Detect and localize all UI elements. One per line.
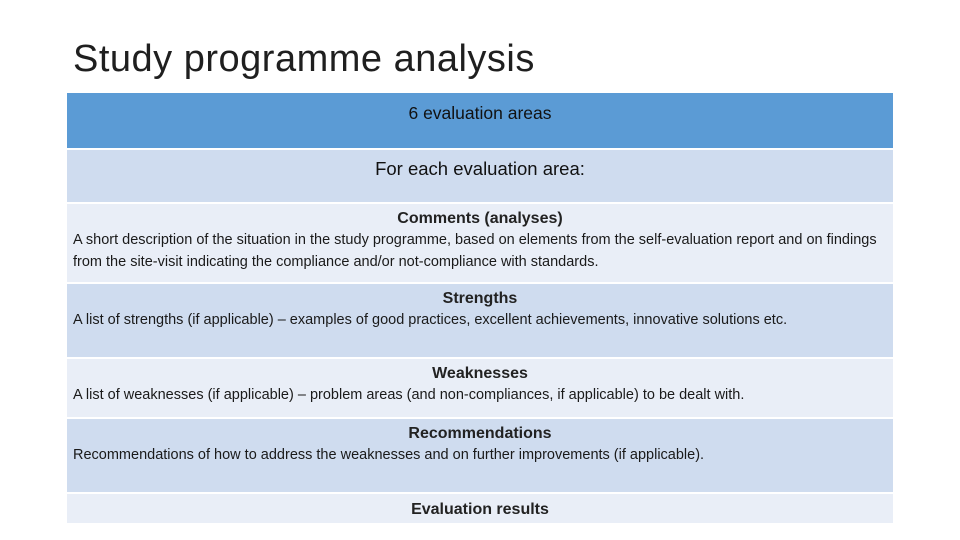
section-row-comments <box>67 204 893 284</box>
evaluation-table <box>67 93 893 525</box>
table-header-row <box>67 93 893 150</box>
slide-title: Study programme analysis <box>73 38 535 80</box>
table-subheader-text: For each evaluation area: <box>375 158 585 179</box>
section-description-strengths: A list of strengths (if applicable) – examples of good practices, excellent achievements, innovative solutions etc. <box>73 312 788 328</box>
section-description-comments: A short description of the situation in the study programme, based on elements from the self-evaluation report and on findings from the site-visit indicating the compliance and/or not-compliance with standards. <box>73 232 877 270</box>
section-row-recommendations <box>67 419 893 494</box>
table-subheader-row <box>67 150 893 204</box>
section-title-evaluation-results: Evaluation results <box>411 501 549 518</box>
section-title-recommendations: Recommendations <box>408 425 552 442</box>
section-title-strengths: Strengths <box>442 290 518 307</box>
section-row-strengths <box>67 284 893 359</box>
table-header-text: 6 evaluation areas <box>408 103 552 123</box>
section-title-weaknesses: Weaknesses <box>432 365 528 382</box>
section-row-evaluation-results <box>67 494 893 525</box>
section-description-weaknesses: A list of weaknesses (if applicable) – problem areas (and non-compliances, if applicable) to be dealt with. <box>73 387 745 403</box>
section-title-comments: Comments (analyses) <box>397 210 563 227</box>
section-description-recommendations: Recommendations of how to address the weaknesses and on further improvements (if applicable). <box>73 447 705 463</box>
section-row-weaknesses <box>67 359 893 419</box>
